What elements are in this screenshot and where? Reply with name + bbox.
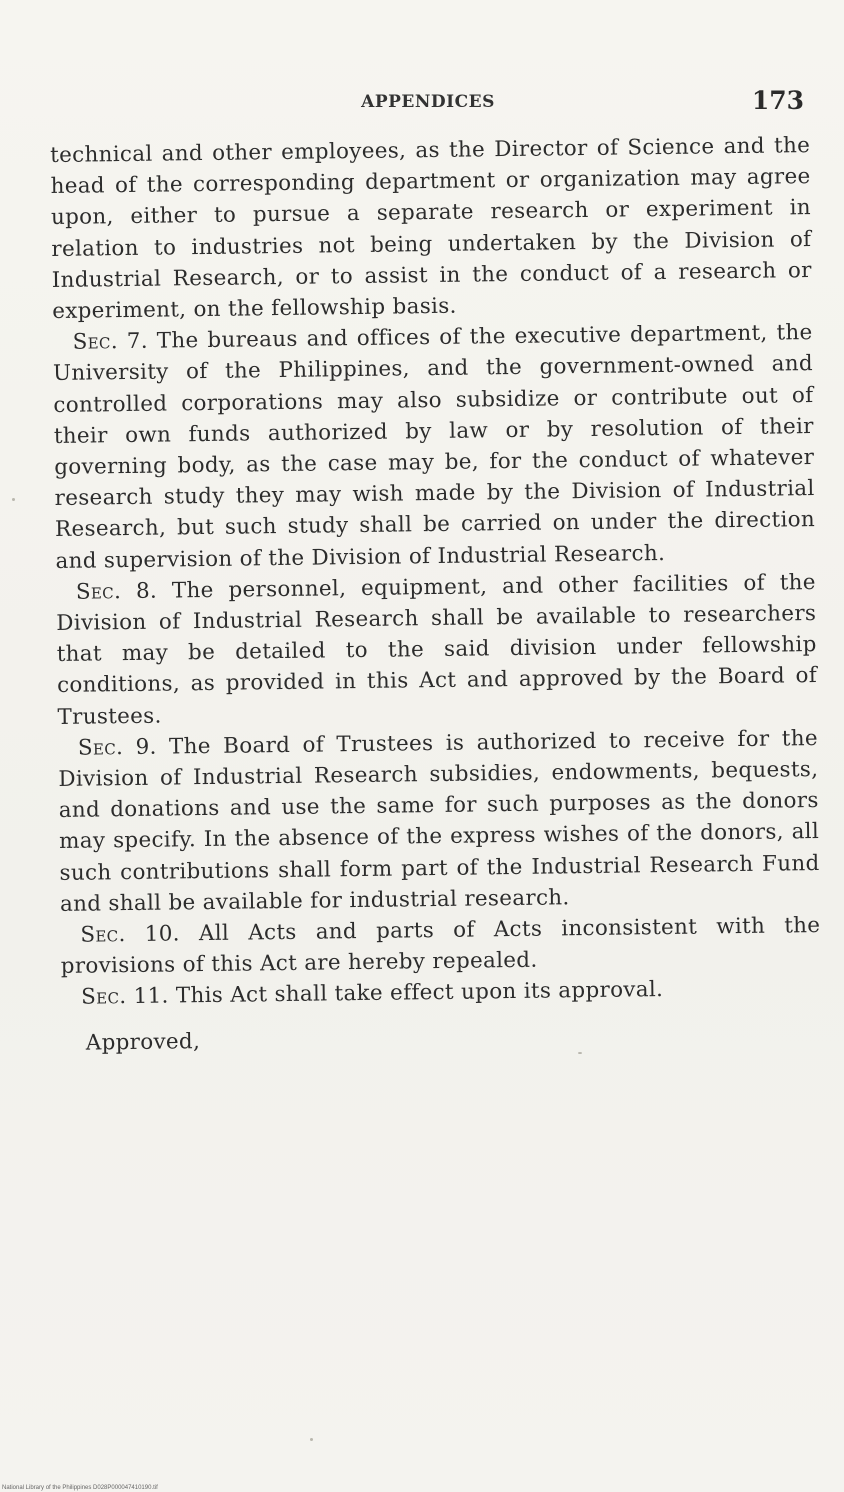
section-text: The bureaus and offices of the executive department, the University of the Philippines, and the government-owned and controlled corporations may also subsidize or contribute out of their own funds authorized by law or by resolution of their governing body, as the case may be, for the conduct of whatever research study they may wish made by the Division of Industrial Research, but such study shall be carried on under the direction and supervision of the Division of Industrial Research.	[52, 320, 816, 574]
section-7	[52, 317, 815, 577]
body-text	[50, 130, 822, 1059]
section-text: This Act shall take effect upon its approval.	[175, 977, 664, 1009]
approved-line: Approved,	[85, 1028, 201, 1056]
section-label: Sec. 8.	[75, 578, 158, 605]
section-label: Sec. 7.	[72, 328, 149, 355]
continuation-paragraph: technical and other employees, as the Director of Science and the head of the corresponding department or organization may agree upon, either to pursue a separate research or experiment in relation to industries not being undertaken by the Division of Industrial Research, or to assist in the conduct of a research or experiment, on the fellowship basis.	[50, 133, 812, 324]
section-label: Sec. 10.	[80, 921, 181, 948]
section-text: The Board of Trustees is authorized to receive for the Division of Industrial Research subsidies, endowments, bequests, and donations and use the same for such purposes as the donors may specify. In the absence of the express wishes of the donors, all such contributions shall form part of the Industrial Research Fund and shall be available for industrial research.	[58, 725, 820, 917]
section-label: Sec. 9.	[77, 734, 157, 761]
section-text: The personnel, equipment, and other facilities of the Division of Industrial Research shall be available to researchers that may be detailed to the said division under fellowship conditions, as provided in this Act and approved by the Board of Trustees.	[56, 569, 818, 730]
running-head: APPENDICES	[361, 92, 495, 112]
scan-speck	[12, 498, 15, 501]
scan-footer-note: National Library of the Philippines D028P000047410190.tif	[2, 1485, 158, 1491]
scan-speck	[310, 1438, 313, 1441]
page-number: 173	[751, 86, 804, 115]
section-text: All Acts and parts of Acts inconsistent with the provisions of this Act are hereby repealed.	[60, 913, 821, 980]
section-8	[56, 567, 818, 733]
section-10	[60, 910, 821, 982]
scan-speck	[578, 1052, 582, 1054]
section-9	[58, 723, 820, 920]
section-label: Sec. 11.	[81, 984, 169, 1011]
page-header	[48, 86, 808, 120]
